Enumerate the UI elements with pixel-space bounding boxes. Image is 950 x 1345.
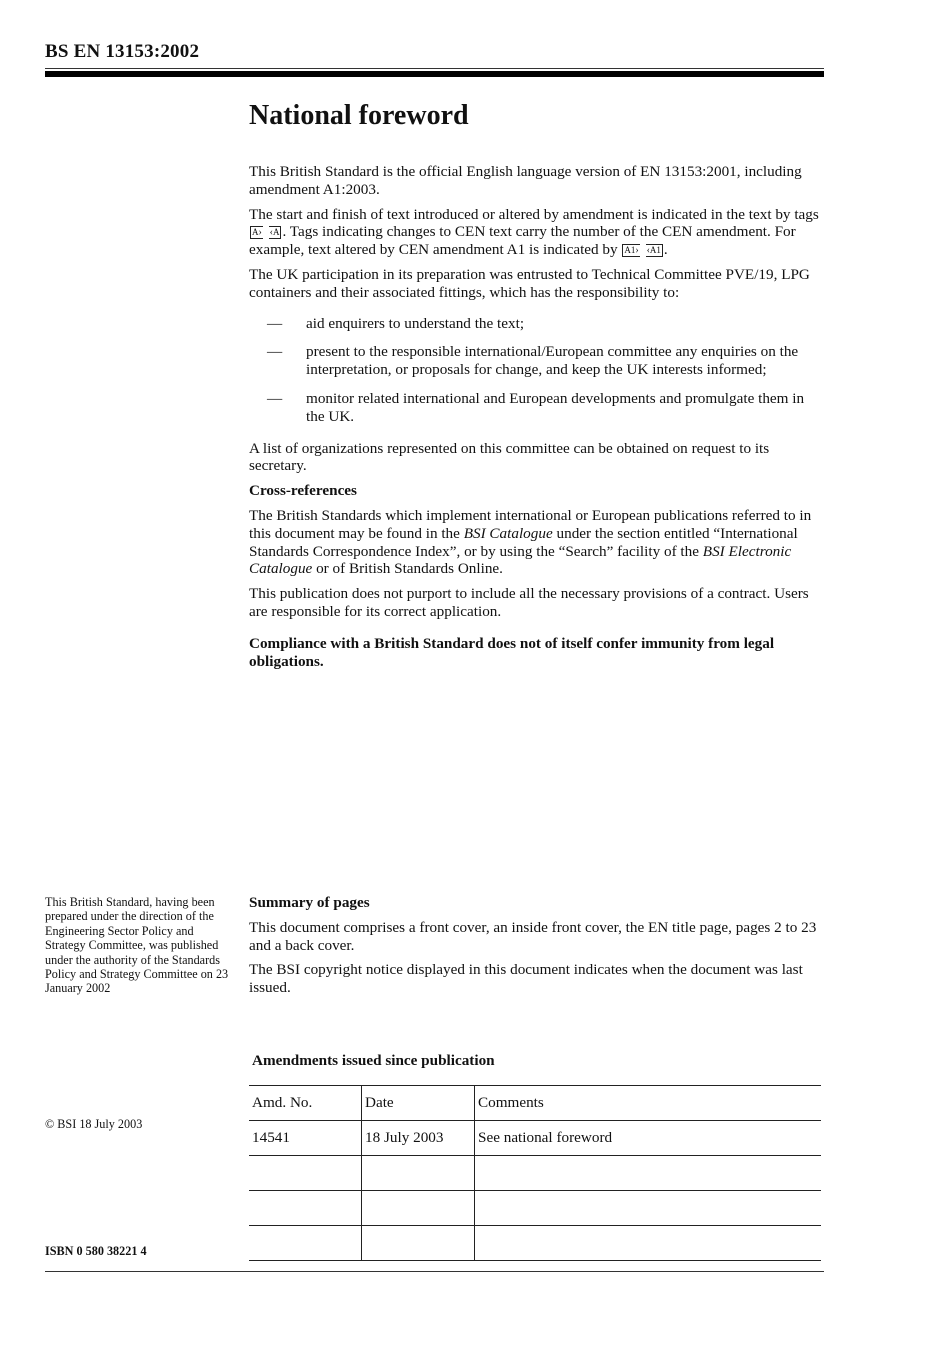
- summary-paragraph-2: The BSI copyright notice displayed in this document indicates when the document was last issued.: [249, 961, 803, 997]
- table-row: [249, 1226, 821, 1261]
- intro-paragraph-1: This British Standard is the official English language version of EN 13153:2001, including amendment A1:2003.: [249, 163, 802, 198]
- list-item-text: present to the responsible international/European committee any enquiries on the interpretation, or proposals for change, and keep the UK interests informed;: [306, 343, 799, 379]
- list-item-text: aid enquirers to understand the text;: [306, 314, 525, 332]
- amendment-a1-end-tag-icon: ‹ A1: [646, 244, 663, 257]
- amendment-text-a: The start and finish of text introduced or altered by amendment is indicated in the text by tags: [249, 205, 819, 223]
- table-cell: [362, 1191, 475, 1226]
- list-item: [249, 315, 824, 333]
- table-header-row: [249, 1086, 821, 1121]
- cross-references-heading: Cross-references: [249, 482, 357, 500]
- page-title: National foreword: [249, 100, 469, 131]
- amendment-text-b: . Tags indicating changes to CEN text carry the number of the CEN amendment. For example, text altered by CEN amendment A1 is indicated by: [249, 223, 796, 259]
- list-item: [249, 390, 824, 426]
- table-cell: [362, 1156, 475, 1191]
- header-divider-thick: [45, 71, 824, 77]
- dash-marker: —: [267, 314, 283, 332]
- column-header-comments: Comments: [475, 1086, 822, 1121]
- cross-ref-text-c: or of British Standards Online.: [312, 560, 503, 578]
- intro-paragraph-2: [249, 206, 824, 259]
- cross-references-paragraph: [249, 507, 824, 578]
- summary-heading: Summary of pages: [249, 894, 370, 911]
- table-row: [249, 1156, 821, 1191]
- amendment-start-tag-icon: A ›: [250, 226, 263, 239]
- amendment-a1-start-tag-icon: A1 ›: [622, 244, 639, 257]
- compliance-statement: Compliance with a British Standard does not of itself confer immunity from legal obligations.: [249, 634, 775, 670]
- table-cell: [475, 1226, 822, 1261]
- summary-of-pages: [249, 894, 824, 1004]
- publication-side-note: This British Standard, having been prepared under the direction of the Engineering Sector Policy and Strategy Committee, was published under the authority of the Standards Policy and Strategy Committee on 23 January 2002: [45, 895, 229, 996]
- list-item-text: monitor related international and European developments and promulgate them in the UK.: [306, 389, 805, 425]
- table-row: [249, 1121, 821, 1156]
- foreword-body: [249, 163, 824, 677]
- table-cell: [249, 1156, 362, 1191]
- cross-ref-text-a: The British Standards which implement international or European publications referred to in this document may be found in the: [249, 506, 812, 542]
- bsi-electronic-catalogue-title: BSI Electronic Catalogue: [249, 542, 792, 578]
- table-cell: 18 July 2003: [362, 1121, 475, 1156]
- summary-paragraph-1: This document comprises a front cover, an inside front cover, the EN title page, pages 2 to 23 and a back cover.: [249, 918, 817, 954]
- table-cell: 14541: [249, 1121, 362, 1156]
- dash-marker: —: [267, 389, 283, 407]
- amendments-title: Amendments issued since publication: [252, 1052, 495, 1069]
- footer-divider: [45, 1271, 824, 1272]
- table-cell: [362, 1226, 475, 1261]
- table-cell: [475, 1191, 822, 1226]
- dash-marker: —: [267, 343, 283, 361]
- amendment-end-tag-icon: ‹ A: [269, 226, 282, 239]
- cross-ref-text-b: under the section entitled “International Standards Correspondence Index”, or by using the “Search” facility of the: [249, 524, 798, 560]
- isbn-number: ISBN 0 580 38221 4: [45, 1244, 147, 1258]
- table-cell: See national foreword: [475, 1121, 822, 1156]
- amendments-table: [249, 1085, 821, 1261]
- table-cell: [249, 1226, 362, 1261]
- copyright-notice: © BSI 18 July 2003: [45, 1117, 143, 1131]
- amendment-text-c: .: [663, 241, 668, 259]
- header-divider-thin: [45, 68, 824, 69]
- organizations-paragraph: A list of organizations represented on this committee can be obtained on request to its secretary.: [249, 439, 770, 475]
- intro-paragraph-3: The UK participation in its preparation was entrusted to Technical Committee PVE/19, LPG containers and their associated fittings, which has the responsibility to:: [249, 265, 810, 301]
- column-header-amd-no: Amd. No.: [249, 1086, 362, 1121]
- table-cell: [475, 1156, 822, 1191]
- list-item: [249, 343, 824, 379]
- column-header-date: Date: [362, 1086, 475, 1121]
- table-row: [249, 1191, 821, 1226]
- provisions-paragraph: This publication does not purport to include all the necessary provisions of a contract. Users are responsible for its correct application.: [249, 585, 809, 620]
- document-code: BS EN 13153:2002: [45, 41, 200, 62]
- table-cell: [249, 1191, 362, 1226]
- responsibilities-list: [249, 315, 824, 426]
- bsi-catalogue-title: BSI Catalogue: [463, 524, 553, 542]
